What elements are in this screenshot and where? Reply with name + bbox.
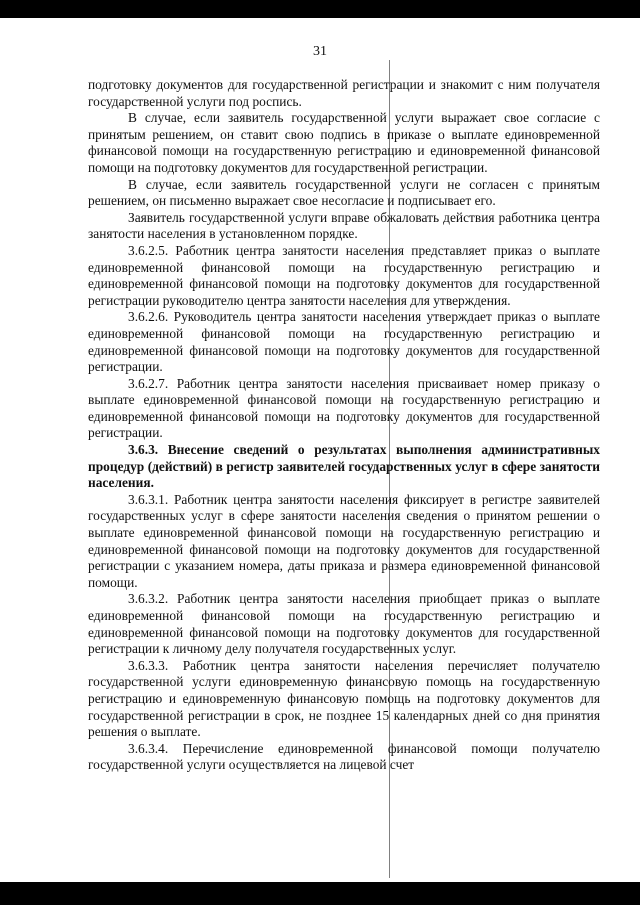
paragraph-3-6-2-7: 3.6.2.7. Работник центра занятости населения присваивает номер приказу о выплате единовременной финансовой помощи на государственную регистрацию и единовременной финансовой помощи на подготовку документов для государственной регистрации. [88,375,600,441]
page-number: 31 [313,44,327,59]
paragraph-3-6-3-3: 3.6.3.3. Работник центра занятости населения перечисляет получателю государственной услуги единовременную финансовую помощь на государственную регистрацию и единовременную финансовую помощь на подготовку документов для государственной регистрации в срок, не позднее 15 календарных дней со дня принятия решения о выплате. [88,657,600,740]
paragraph-3-6-2-6: 3.6.2.6. Руководитель центра занятости населения утверждает приказ о выплате единовременной финансовой помощи на государственную регистрацию и единовременной финансовой помощи на подготовку документов для государственной регистрации. [88,309,600,375]
paragraph-disagreement: В случае, если заявитель государственной услуги не согласен с принятым решением, он письменно выражает свое несогласие и подписывает его. [88,176,600,209]
paragraph-appeal: Заявитель государственной услуги вправе обжаловать действия работника центра занятости населения в установленном порядке. [88,209,600,242]
paragraph-3-6-3-4: 3.6.3.4. Перечисление единовременной финансовой помощи получателю государственной услуги осуществляется на лицевой счет [88,740,600,773]
paragraph-agreement: В случае, если заявитель государственной услуги выражает свое согласие с принятым решением, он ставит свою подпись в приказе о выплате единовременной финансовой помощи на государственную регистрацию и единовременной финансовой помощи на подготовку документов для государственной регистрации. [88,110,600,175]
scan-border-bottom [0,882,640,905]
paragraph-continuation: подготовку документов для государственной регистрации и знакомит с ним получателя государственной услуги под роспись. [88,77,600,109]
paragraph-3-6-3-2: 3.6.3.2. Работник центра занятости населения приобщает приказ о выплате единовременной финансовой помощи на государственную регистрацию и единовременной финансовой помощи на подготовку документов для государственной регистрации к личному делу получателя государственных услуг. [88,591,600,657]
scan-border-top [0,0,640,18]
section-heading-3-6-3: 3.6.3. Внесение сведений о результатах выполнения административных процедур (действий) в регистр заявителей государственных услуг в сфере занятости населения. [88,442,600,491]
paragraph-3-6-3-1: 3.6.3.1. Работник центра занятости населения фиксирует в регистре заявителей государственных услуг в сфере занятости населения сведения о принятом решении о выплате единовременной финансовой помощи на государственную регистрацию и единовременной финансовой помощи на подготовку документов для государственной регистрации с указанием номера, даты приказа и размера единовременной финансовой помощи. [88,491,600,590]
paragraph-3-6-2-5: 3.6.2.5. Работник центра занятости населения представляет приказ о выплате единовременной финансовой помощи на государственную регистрацию и единовременной финансовой помощи на подготовку документов для государственной регистрации руководителю центра занятости населения для утверждения. [88,242,600,308]
document-body [88,77,600,774]
